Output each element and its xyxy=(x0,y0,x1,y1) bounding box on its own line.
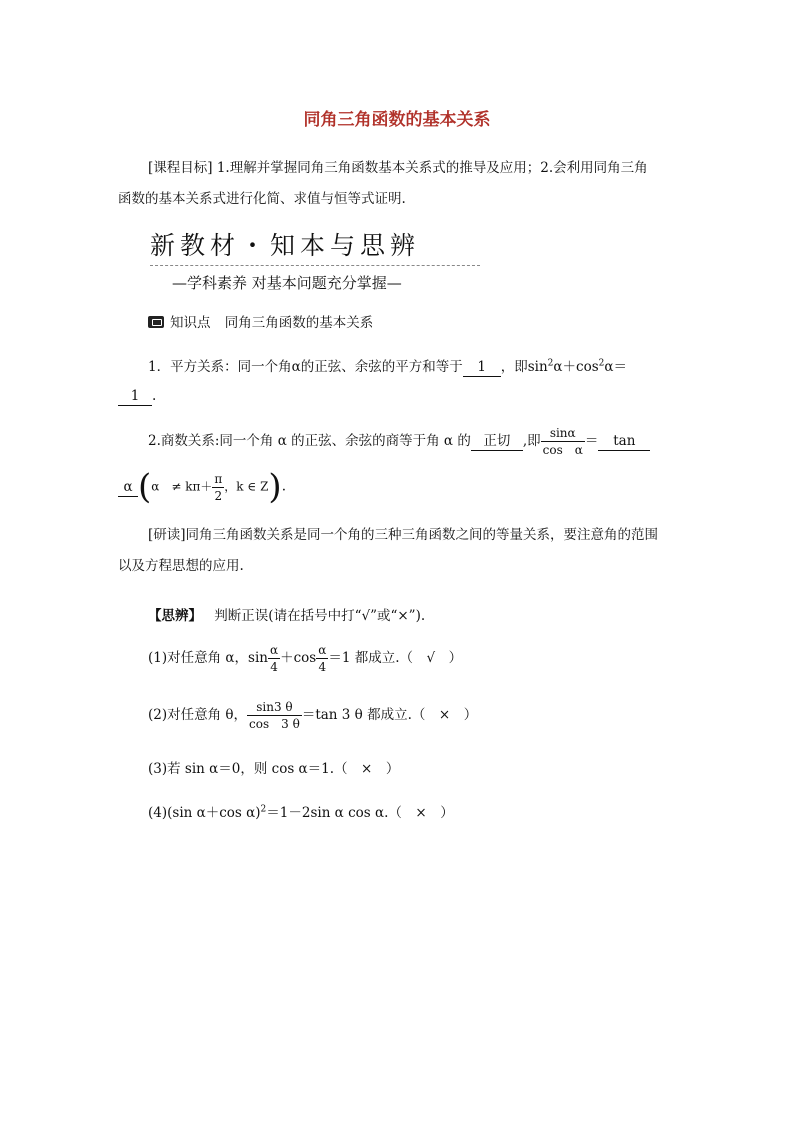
blank-tangent: 正切 xyxy=(471,432,523,451)
item-2-line1 xyxy=(148,425,650,458)
goals-line2: 函数的基本关系式进行化简、求值与恒等式证明. xyxy=(118,191,406,207)
item-1-eq: α＝ xyxy=(604,359,627,375)
goals-label: [课程目标] xyxy=(148,160,213,176)
item-1-prefix: 1．平方关系：同一个角α的正弦、余弦的平方和等于 xyxy=(148,359,463,375)
item-2-end: . xyxy=(281,478,286,495)
item-1-end: . xyxy=(152,388,157,404)
knowledge-topic: 同角三角函数的基本关系 xyxy=(224,315,374,331)
frac-den: cos α xyxy=(542,443,583,457)
frac-pi: π xyxy=(214,471,223,486)
q4-pre: (4)(sin α＋cos α) xyxy=(148,805,261,821)
banner-subtitle: —学科素养 对基本问题充分掌握— xyxy=(172,274,402,292)
q2-frac xyxy=(247,699,302,732)
item-2-line2: α (α ≠ kπ＋ $\frac{\pi}{2}$ ，k ∈ Z). xyxy=(118,467,286,507)
item-1-cos: α＋cos xyxy=(553,359,599,375)
fraction-sin-cos xyxy=(541,425,585,458)
knowledge-icon xyxy=(148,316,164,328)
q1-post: ＝1 都成立.（ √ ） xyxy=(328,650,463,666)
think-heading xyxy=(148,604,425,624)
q1-pre: (1)对任意角 α，sin xyxy=(148,650,268,666)
item-1-sin: sin xyxy=(527,359,548,375)
think-label: 【思辨】 xyxy=(148,608,202,624)
q2-num: sin3 θ xyxy=(247,699,302,716)
study-line1: [研读]同角三角函数关系是同一个角的三种三角函数之间的等量关系，要注意角的范围 xyxy=(148,527,659,543)
item-1-line2 xyxy=(118,387,156,406)
blank-tan-alpha: α xyxy=(118,478,138,497)
q1-four2: 4 xyxy=(318,660,327,674)
item-2-mid: ,即 xyxy=(522,433,541,449)
frac-two: 2 xyxy=(214,488,223,503)
q4-post: ＝1－2sin α cos α.（ × ） xyxy=(266,805,454,821)
blank-1: 1 xyxy=(463,358,501,377)
condition-1: α ≠ kπ＋ xyxy=(151,479,213,494)
q1-frac-1 xyxy=(268,642,280,675)
question-4 xyxy=(148,801,454,821)
q1-a2: α xyxy=(318,643,327,657)
frac-num: sinα xyxy=(541,425,585,442)
study-line2: 以及方程思想的应用. xyxy=(118,558,244,574)
q2-den: cos 3 θ xyxy=(249,717,300,731)
question-1 xyxy=(148,642,462,675)
question-3: (3)若 sin α＝0，则 cos α＝1.（ × ） xyxy=(148,761,400,777)
q2-pre: (2)对任意角 θ， xyxy=(148,707,248,723)
item-1-mid: ，即 xyxy=(500,359,528,375)
fraction-pi-2 xyxy=(212,471,224,504)
blank-tan: tan xyxy=(598,432,650,451)
think-text: 判断正误(请在括号中打“√”或“×”). xyxy=(214,608,426,624)
goals-line1: 1.理解并掌握同角三角函数基本关系式的推导及应用；2.会利用同角三角 xyxy=(216,160,648,176)
q2-post: ＝tan 3 θ 都成立.（ × ） xyxy=(301,707,478,723)
q1-plus: ＋cos xyxy=(280,650,317,666)
section-banner: 新教材・知本与思辨 xyxy=(150,227,480,266)
course-goals xyxy=(148,153,648,183)
blank-2: 1 xyxy=(118,387,152,406)
item-1-line1: 1．平方关系：同一个角α的正弦、余弦的平方和等于 1 ，即$\sin^2\alpha+\cos^2\alpha=$ xyxy=(148,358,627,375)
q1-frac-2 xyxy=(316,642,328,675)
page-title: 同角三角函数的基本关系 xyxy=(303,110,491,130)
question-2 xyxy=(148,699,477,732)
q4-sup: 2 xyxy=(260,804,267,815)
item-2-eq: ＝ xyxy=(584,433,599,449)
knowledge-label: 知识点 xyxy=(170,315,211,331)
condition-2: ，k ∈ Z xyxy=(224,479,269,494)
q1-a1: α xyxy=(269,643,279,657)
knowledge-point xyxy=(148,311,373,331)
q1-four1: 4 xyxy=(270,660,278,674)
item-2-prefix: 2.商数关系:同一个角 α 的正弦、余弦的商等于角 α 的 xyxy=(148,433,471,449)
